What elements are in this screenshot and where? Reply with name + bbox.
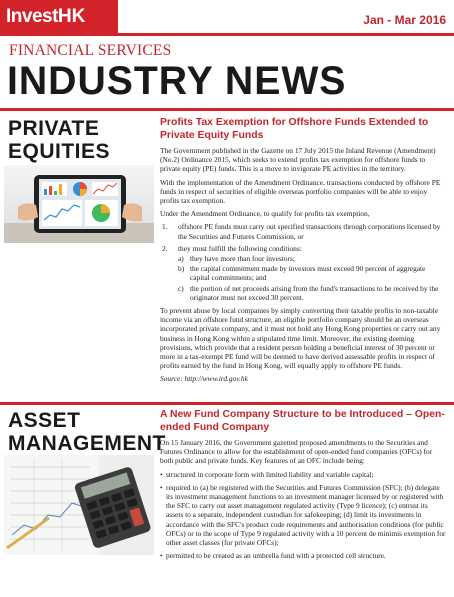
list-item <box>160 244 446 302</box>
section-label-line: EQUITIES <box>8 140 111 163</box>
sub-list-label: b) <box>178 264 185 274</box>
calculator-and-documents-image <box>4 455 154 555</box>
sub-list-label: a) <box>178 254 184 264</box>
article-private-equities <box>160 117 446 388</box>
list-text: offshore PE funds must carry out specified transactions through corporations licensed by the Securities and Futures Commission, or <box>178 222 441 241</box>
bullet-dot: • <box>160 469 163 479</box>
article-paragraph: Under the Amendment Ordinance, to qualify for profits tax exemption, <box>160 209 370 219</box>
page-title: INDUSTRY NEWS <box>7 59 347 103</box>
sub-list-text: they have more than four investors; <box>190 254 295 264</box>
logo <box>0 0 118 33</box>
sub-list-text: the capital commitment made by investors must exceed 90 percent of aggregate capital commitments; and <box>190 264 426 283</box>
list-item <box>160 222 446 240</box>
section-label-line: ASSET <box>8 409 81 432</box>
bullet-item <box>160 551 446 560</box>
section-divider <box>0 402 454 405</box>
bullet-item <box>160 470 446 479</box>
sub-list-item <box>178 264 446 282</box>
section-label-line: MANAGEMENT <box>8 432 166 455</box>
sub-list-text: the portion of net proceeds arising from the fund's transactions to be received by the originator must not exceed 30 percent. <box>190 283 439 302</box>
bullet-text: structured in corporate form with limited liability and variable capital; <box>166 469 374 479</box>
list-number: 2. <box>162 243 168 253</box>
article-headline: A New Fund Company Structure to be Introduced – Open-ended Fund Company <box>160 409 445 433</box>
tablet-with-charts-image <box>4 165 154 243</box>
title-rule <box>0 108 454 111</box>
list-number: 1. <box>162 222 168 232</box>
issue-date: Jan - Mar 2016 <box>363 13 446 27</box>
sub-list-item <box>178 284 446 302</box>
section-label-asset-management <box>8 409 166 455</box>
bullet-text: required to (a) be registered with the Securities and Futures Commission (SFC); (b) delegate its investment management functions to an investment manager licensed by or registered with the SFC to carry out asset management regulated activity (Type 9 licence); (c) entrust its assets to a separate, independent custodian for safekeeping; (d) limit its investments in accordance with the SFC's product code requirements and authorisation conditions (for public OFCs) or to the scope of Type 9 regulated activity with a 10 percent de minimis exemption for other asset classes (for private OFCs); <box>166 482 446 548</box>
bullet-item <box>160 483 446 547</box>
logo-text: Invest <box>6 6 58 27</box>
article-paragraph: With the implementation of the Amendment Ordinance, transactions conducted by offshore PE funds in respect of securities of eligible overseas portfolio companies will be able to enjoy profits tax exemption. <box>160 177 441 206</box>
bullet-dot: • <box>160 482 163 492</box>
header-rule <box>0 33 454 36</box>
sub-list-label: c) <box>178 283 184 293</box>
conditions-list <box>160 222 446 302</box>
bullet-dot: • <box>160 551 163 561</box>
sub-list-item <box>178 254 446 263</box>
article-paragraph: To prevent abuse by local companies by simply converting their taxable profits to non-taxable income via an offshore fund structure, an eligible portfolio company should be an overseas incorporated private company, and it must not hold any Hong Kong properties or carry out any business in Hong Kong within a stipulated time limit. Moreover, the existing deeming provisions, which provide that a resident person holding a beneficial interest of 30 percent or more in a tax-exempt PE fund will be deemed to have derived assessable profits in respect of profits earned by the fund in Hong Kong, will equally apply to offshore PE funds. <box>160 306 441 371</box>
logo-accent: HK <box>57 6 86 27</box>
list-text: they must fulfill the following conditions: <box>178 243 302 253</box>
bullet-text: permitted to be created as an umbrella fund with a protected cell structure. <box>166 551 386 561</box>
article-paragraph: The Government published in the Gazette on 17 July 2015 the Inland Revenue (Amendment) (No.2) Ordinance 2015, which seeks to extend profits tax exemption for offshore funds to private equity (PE) funds. This is a move to invigorate PE activities in the territory. <box>160 146 436 174</box>
article-asset-management <box>160 409 446 564</box>
article-headline: Profits Tax Exemption for Offshore Funds Extended to Private Equity Funds <box>160 117 429 141</box>
article-paragraph: On 15 January 2016, the Government gazetted proposed amendments to the Securities and Futures Ordinance to allow for the establishment of open-ended fund companies (OFCs) for both public and private funds. Key features of an OFC include being: <box>160 438 433 466</box>
section-label-private-equities <box>8 117 110 163</box>
section-kicker: FINANCIAL SERVICES <box>9 42 172 59</box>
masthead <box>0 0 454 36</box>
source-citation: Source: http://www.ird.gov.hk <box>160 374 248 384</box>
section-label-line: PRIVATE <box>8 117 100 140</box>
